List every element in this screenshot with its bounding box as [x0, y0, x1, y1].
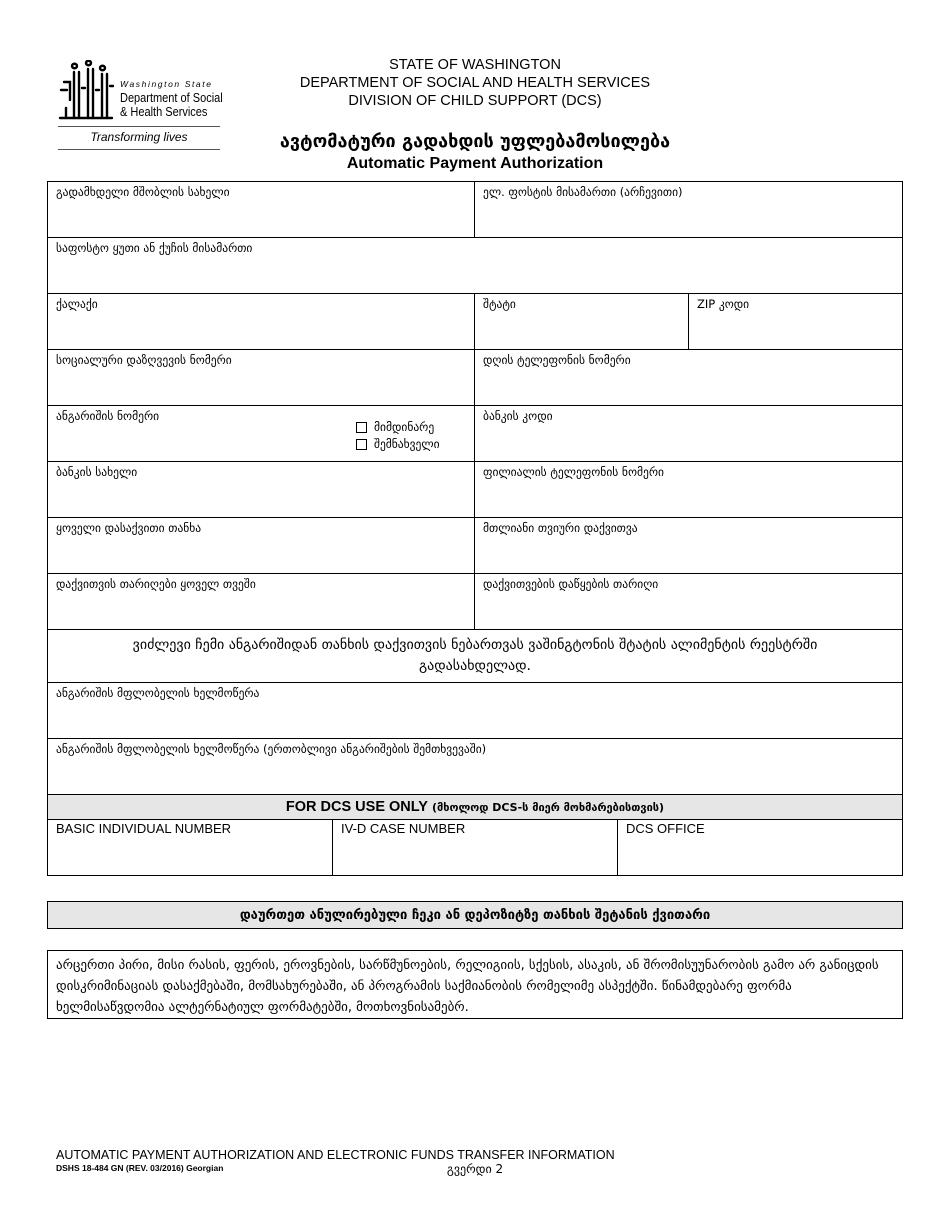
- email-field[interactable]: [475, 182, 902, 237]
- field-label: დღის ტელეფონის ნომერი: [483, 353, 631, 367]
- city-field[interactable]: [48, 294, 475, 349]
- page-title-georgian: ავტომატური გადახდის უფლებამოსილება: [279, 131, 671, 152]
- savings-label: შემნახველი: [374, 437, 440, 451]
- savings-option[interactable]: [356, 436, 440, 453]
- case-number-field[interactable]: [333, 820, 618, 875]
- field-label: ქალაქი: [56, 297, 98, 311]
- logo-state: Washington State: [120, 79, 213, 89]
- header-state: STATE OF WASHINGTON: [389, 57, 561, 73]
- field-label: გადამხდელი მშობლის სახელი: [56, 185, 230, 199]
- checking-label: მიმდინარე: [374, 420, 435, 434]
- authorization-form: [47, 181, 903, 876]
- dcs-office-field[interactable]: [618, 820, 902, 875]
- field-label: შტატი: [483, 297, 516, 311]
- form-row: [48, 406, 902, 462]
- dshs-logo: [58, 60, 223, 152]
- joint-signature-field[interactable]: [48, 739, 902, 794]
- checking-option[interactable]: [356, 419, 440, 436]
- form-row: [48, 683, 902, 739]
- field-label: IV-D CASE NUMBER: [341, 821, 466, 836]
- account-type-group: [356, 419, 440, 453]
- form-row: [48, 574, 902, 630]
- field-label: მთლიანი თვიური დაქვითვა: [483, 521, 638, 535]
- header-department: DEPARTMENT OF SOCIAL AND HEALTH SERVICES: [299, 75, 651, 91]
- dcs-use-heading: [48, 795, 902, 820]
- attach-check-notice: დაურთეთ ანულირებული ჩეკი ან დეპოზიტზე თანხის შეტანის ქვითარი: [47, 901, 903, 929]
- total-monthly-field[interactable]: [475, 518, 902, 573]
- field-label: დაქვითვების დაწყების თარიღი: [483, 577, 659, 591]
- field-label: ანგარიშის ნომერი: [56, 409, 160, 423]
- dcs-heading-ka: (მხოლოდ DCS-ს მიერ მოხმარებისთვის): [431, 800, 665, 814]
- dcs-heading-en: FOR DCS USE ONLY: [285, 799, 428, 815]
- nondiscrimination-notice: არცერთი პირი, მისი რასის, ფერის, ეროვნების, სარწმუნოების, რელიგიის, სქესის, ასაკის, ან შრომისუუნარობის გამო არ განიცდის დისკრიმინაციას დასაქმებაში, მომსახურებაში, ან პროგრამის საქმიანობის რომელიმე ასპექტში. წინამდებარე ფორმა ხელმისაწვდომია ალტერნატიულ ფორმატებში, მოთხოვნისამებრ.: [47, 950, 903, 1019]
- dcs-row: [48, 820, 902, 875]
- bank-name-field[interactable]: [48, 462, 475, 517]
- form-row: [48, 294, 902, 350]
- field-label: ბანკის კოდი: [483, 409, 553, 423]
- field-label: ანგარიშის მფლობელის ხელმოწერა (ერთობლივი ანგარიშების შემთხვევაში): [56, 742, 487, 756]
- address-field[interactable]: [48, 238, 902, 293]
- form-row: [48, 238, 902, 294]
- logo-dept-line1: Department of Social: [120, 91, 223, 105]
- field-label: დაქვითვის თარიღები ყოველ თვეში: [56, 577, 256, 591]
- field-label: საფოსტო ყუთი ან ქუჩის მისამართი: [56, 241, 253, 255]
- savings-checkbox[interactable]: [356, 439, 367, 450]
- day-phone-field[interactable]: [475, 350, 902, 405]
- page-title: Automatic Payment Authorization: [346, 155, 604, 172]
- start-date-field[interactable]: [475, 574, 902, 629]
- dshs-family-icon: [58, 60, 114, 122]
- field-label: ბანკის სახელი: [56, 465, 138, 479]
- routing-field[interactable]: [475, 406, 902, 461]
- basic-individual-number-field[interactable]: [48, 820, 333, 875]
- form-row: [48, 182, 902, 238]
- field-label: ანგარიშის მფლობელის ხელმოწერა: [56, 686, 260, 700]
- footer-title: AUTOMATIC PAYMENT AUTHORIZATION AND ELECTRONIC FUNDS TRANSFER INFORMATION: [56, 1148, 615, 1162]
- logo-divider-bottom: [58, 149, 220, 150]
- monthly-amount-field[interactable]: [48, 518, 475, 573]
- field-label: ფილიალის ტელეფონის ნომერი: [483, 465, 664, 479]
- checking-checkbox[interactable]: [356, 422, 367, 433]
- field-label: BASIC INDIVIDUAL NUMBER: [56, 821, 232, 836]
- logo-tagline: Transforming lives: [90, 130, 188, 144]
- logo-dept-line2: & Health Services: [120, 105, 208, 119]
- field-label: ყოველი დასაქვითი თანხა: [56, 521, 202, 535]
- branch-phone-field[interactable]: [475, 462, 902, 517]
- field-label: DCS OFFICE: [626, 821, 705, 836]
- field-label: სოციალური დაზღვევის ნომერი: [56, 353, 232, 367]
- holder-signature-field[interactable]: [48, 683, 902, 738]
- payer-name-field[interactable]: [48, 182, 475, 237]
- form-row: [48, 739, 902, 795]
- field-label: ZIP კოდი: [697, 297, 750, 311]
- authorization-statement: ვიძლევი ჩემი ანგარიშიდან თანხის დაქვითვის ნებართვას ვაშინგტონის შტატის ალიმენტის რეესტრში გადასახდელად.: [48, 630, 902, 683]
- ssn-field[interactable]: [48, 350, 475, 405]
- field-label: ელ. ფოსტის მისამართი (არჩევითი): [483, 185, 683, 199]
- state-field[interactable]: [475, 294, 689, 349]
- withdraw-dates-field[interactable]: [48, 574, 475, 629]
- zip-field[interactable]: [689, 294, 902, 349]
- form-code: DSHS 18-484 GN (REV. 03/2016) Georgian: [56, 1163, 224, 1173]
- logo-divider: [58, 126, 220, 127]
- account-number-field[interactable]: [48, 406, 475, 461]
- form-row: [48, 350, 902, 406]
- logo-department: [120, 91, 223, 119]
- page-number: გვერდი 2: [446, 1162, 504, 1176]
- form-row: [48, 462, 902, 518]
- header-division: DIVISION OF CHILD SUPPORT (DCS): [348, 93, 602, 109]
- form-row: [48, 518, 902, 574]
